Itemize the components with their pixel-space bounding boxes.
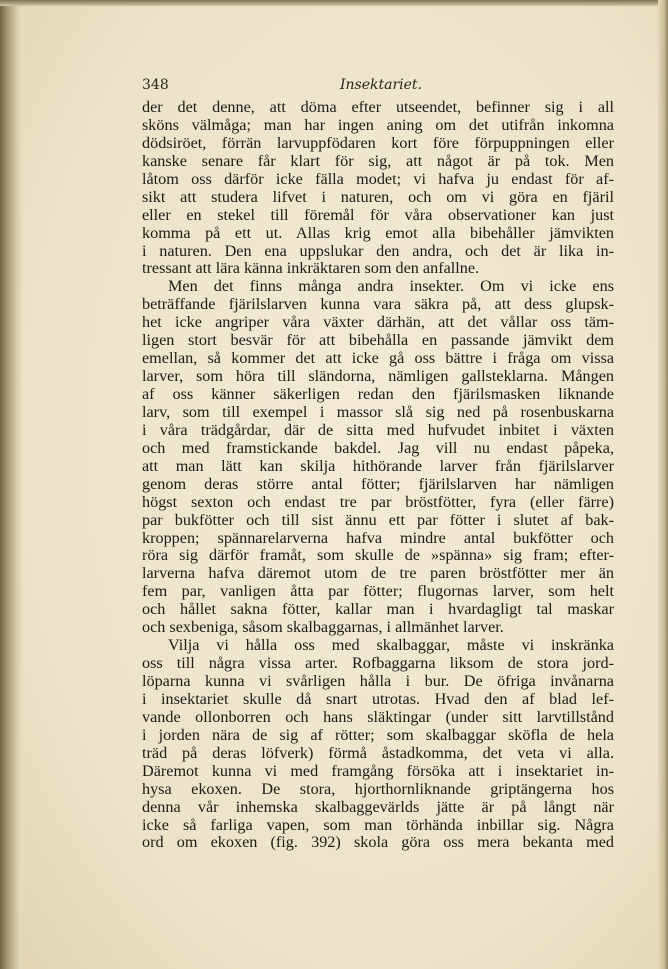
text-line: kroppen; spännarelarverna hafva mindre antal bukfötter och	[142, 528, 614, 547]
text-line: och hållet sakna fötter, kallar man i hvardagligt tal maskar	[142, 600, 614, 619]
text-line: i jorden nära de sig af rötter; som skalbaggar sköfla de hela	[142, 725, 614, 744]
page-right-edge	[658, 0, 668, 969]
text-line: genom deras större antal fötter; fjärilslarven har nämligen	[142, 474, 614, 493]
text-line: af oss känner säkerligen redan den fjärilsmasken liknande	[142, 385, 614, 403]
text-line: högst sexton och endast tre par bröstfötter, fyra (eller färre)	[142, 492, 614, 511]
text-line: löparna kunna vi svårligen hålla i bur. De öfriga invånarna	[142, 672, 614, 690]
text-line: i insektariet skulle då snart utrotas. Hvad den af blad lef-	[142, 689, 614, 708]
page-header	[142, 77, 614, 97]
text-line: kanske senare får klart för sig, att något är på tok. Men	[142, 151, 614, 170]
body-text	[142, 99, 614, 852]
text-line: hysa ekoxen. De stora, hjorthornliknande griptängerna hos	[142, 779, 614, 798]
text-line: träd på deras löfverk) förmå åstadkomma, det veta vi alla.	[142, 743, 614, 762]
text-line: sikt att studera lifvet i naturen, och om vi göra en fjäril	[142, 187, 614, 206]
text-line: i naturen. Den ena uppslukar den andra, och det är lika in-	[142, 241, 614, 260]
page-number: 348	[142, 77, 169, 93]
text-line: låtom oss därför icke fälla modet; vi hafva ju endast för af-	[142, 169, 614, 188]
text-line: fem par, vanligen åtta par fötter; flugornas larver, som helt	[142, 582, 614, 601]
text-line: icke så farliga vapen, som man törhända inbillar sig. Några	[142, 815, 614, 834]
text-line: tressant att lära känna inkräktaren som den anfallne.	[142, 259, 480, 278]
text-line: beträffande fjärilslarven kunna vara säkra på, att dess glupsk-	[142, 295, 614, 314]
text-line: och sexbeniga, såsom skalbaggarnas, i allmänhet larver.	[142, 618, 504, 637]
text-line: oss till några vissa arter. Rofbaggarna liksom de stora jord-	[142, 654, 614, 673]
text-line: ligen stort besvär för att bibehålla en passande jämvikt dem	[142, 331, 614, 350]
text-line: Vilja vi hålla oss med skalbaggar, måste vi inskränka	[168, 636, 614, 655]
text-line: par bukfötter och till sist ännu ett par fötter i slutet af bak-	[142, 510, 614, 529]
text-line: att man lätt kan skilja hithörande larver från fjärilslarver	[142, 456, 614, 475]
text-line: och med framstickande bakdel. Jag vill nu endast påpeka,	[142, 438, 614, 457]
text-line: der det denne, att döma efter utseendet, befinner sig i all	[142, 98, 614, 116]
text-line: Däremot kunna vi med framgång försöka att i insektariet in-	[142, 761, 614, 780]
text-line: Men det finns många andra insekter. Om vi icke ens	[168, 277, 614, 296]
text-line: het icke angriper våra växter därhän, att det vållar oss täm-	[142, 313, 614, 332]
text-line: sköns välmåga; man har ingen aning om det utifrån inkomna	[142, 115, 614, 134]
text-line: eller en stekel till föremål för våra observationer kan just	[142, 205, 614, 224]
text-line: komma på ett ut. Allas krig emot alla bibehåller jämvikten	[142, 223, 614, 242]
book-binding	[0, 0, 22, 969]
running-title: Insektariet.	[340, 77, 423, 93]
text-line: röra sig därför framåt, som skulle de »spänna» sig fram; efter-	[142, 546, 614, 565]
text-line: larver, som höra till sländorna, nämligen gallsteklarna. Mången	[142, 367, 614, 386]
text-line: dödsiröet, förrän larvuppfödaren kort före förpuppningen eller	[142, 133, 614, 152]
text-line: ord om ekoxen (fig. 392) skola göra oss mera bekanta med	[142, 833, 614, 852]
text-line: emellan, så kommer det att icke gå oss bättre i fråga om vissa	[142, 349, 614, 368]
text-line: larverna hafva däremot utom de tre paren bröstfötter mer än	[142, 564, 614, 583]
text-line: i våra trädgårdar, där de sitta med hufvudet inbitet i växten	[142, 420, 614, 439]
text-line: larv, som till exempel i massor slå sig ned på rosenbuskarna	[142, 402, 614, 421]
text-line: denna vår inhemska skalbaggevärlds jätte är på långt när	[142, 797, 614, 816]
text-line: vande ollonborren och hans släktingar (under sitt larvtillstånd	[142, 707, 614, 726]
